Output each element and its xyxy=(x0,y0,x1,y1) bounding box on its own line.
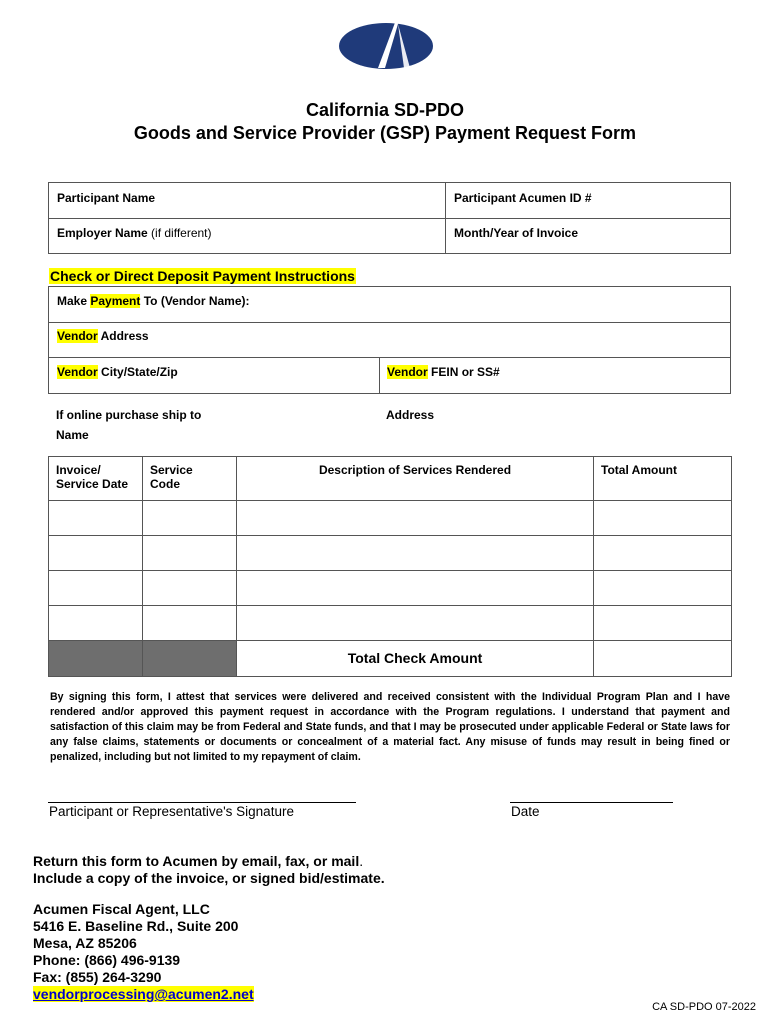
acumen-logo xyxy=(338,22,434,70)
ship-to-name-field[interactable] xyxy=(56,405,201,445)
fax-number: Fax: (855) 264-3290 xyxy=(33,969,162,985)
payment-section-heading: Check or Direct Deposit Payment Instructions xyxy=(50,268,355,284)
make-payment-post: To (Vendor Name): xyxy=(140,294,250,308)
total-check-amount-label: Total Check Amount xyxy=(237,641,594,677)
total-check-amount-cell[interactable] xyxy=(594,641,732,677)
col-invoice-header: Invoice/ Service Date xyxy=(49,457,143,501)
table-header-row xyxy=(49,457,732,501)
form-title-line1: California SD-PDO xyxy=(305,100,465,120)
invoice-date-cell[interactable] xyxy=(49,501,143,536)
attestation-text: By signing this form, I attest that services were delivered and received consistent with the Individual Program Plan and I have rendered and/or approved this payment request in accordance with the Program regulations. I understand that payment and satisfaction of this claim may be from Federal and State funds, and that I may be prosecuted under applicable Federal or State laws for any false claims, statements or documents or concealment of a material fact. Any misuse of funds may result in being fined or penalized, including but not limited to my repayment of claim. xyxy=(50,691,730,763)
col-code-header: Service Code xyxy=(143,457,237,501)
gray-cell xyxy=(49,641,143,677)
street-address: 5416 E. Baseline Rd., Suite 200 xyxy=(33,918,239,934)
ship-to-address-field[interactable] xyxy=(386,405,434,425)
invoice-date-cell[interactable] xyxy=(49,606,143,641)
signature-label: Participant or Representative's Signature xyxy=(49,804,294,819)
total-row xyxy=(49,641,732,677)
col-description-header: Description of Services Rendered xyxy=(237,457,594,501)
table-row xyxy=(49,501,732,536)
service-code-cell[interactable] xyxy=(143,501,237,536)
ship-to-name-line1: If online purchase ship to xyxy=(56,408,202,422)
col-total-header: Total Amount xyxy=(594,457,732,501)
service-code-cell[interactable] xyxy=(143,536,237,571)
include-invoice-note: Include a copy of the invoice, or signed bid/estimate. xyxy=(33,870,385,886)
description-cell[interactable] xyxy=(237,571,594,606)
employer-name-note: (if different) xyxy=(151,226,212,240)
employer-name-field[interactable] xyxy=(57,226,212,240)
amount-cell[interactable] xyxy=(594,536,732,571)
employer-name-label: Employer Name xyxy=(57,226,148,240)
amount-cell[interactable] xyxy=(594,501,732,536)
amount-cell[interactable] xyxy=(594,606,732,641)
return-instructions: Return this form to Acumen by email, fax, or mail. xyxy=(33,853,364,869)
month-year-invoice-label: Month/Year of Invoice xyxy=(454,226,579,240)
form-title-line2: Goods and Service Provider (GSP) Payment Request Form xyxy=(133,123,637,143)
vendor-city-field[interactable] xyxy=(57,365,178,379)
date-label: Date xyxy=(511,804,540,819)
vendor-fein-field[interactable] xyxy=(387,365,500,379)
participant-table xyxy=(48,182,731,254)
date-line[interactable] xyxy=(510,802,673,803)
amount-cell[interactable] xyxy=(594,571,732,606)
ship-to-address-label: Address xyxy=(386,408,435,422)
city-state-zip: Mesa, AZ 85206 xyxy=(33,935,137,951)
table-row xyxy=(49,606,732,641)
payment-table xyxy=(48,286,731,394)
vendor-address-field[interactable] xyxy=(57,329,149,343)
participant-acumen-id-field[interactable] xyxy=(454,191,592,205)
services-table xyxy=(48,456,732,677)
mailing-address xyxy=(33,901,254,1003)
vendor-name-field[interactable] xyxy=(57,294,250,308)
table-row xyxy=(49,536,732,571)
participant-acumen-id-label: Participant Acumen ID # xyxy=(454,191,592,205)
make-payment-highlight: Payment xyxy=(90,294,141,308)
service-code-cell[interactable] xyxy=(143,606,237,641)
vendor-word: Vendor xyxy=(387,365,428,379)
participant-name-label: Participant Name xyxy=(57,191,156,205)
form-code: CA SD-PDO 07-2022 xyxy=(652,1001,756,1013)
vendor-word: Vendor xyxy=(57,365,98,379)
vendor-city-label: City/State/Zip xyxy=(97,365,178,379)
email-link[interactable]: vendorprocessing@acumen2.net xyxy=(33,986,254,1002)
company-name: Acumen Fiscal Agent, LLC xyxy=(33,901,210,917)
phone-number: Phone: (866) 496-9139 xyxy=(33,952,181,968)
description-cell[interactable] xyxy=(237,501,594,536)
table-row xyxy=(49,571,732,606)
vendor-word: Vendor xyxy=(57,329,98,343)
signature-line[interactable] xyxy=(48,802,356,803)
description-cell[interactable] xyxy=(237,536,594,571)
ship-to-name-line2: Name xyxy=(56,428,89,442)
gray-cell xyxy=(143,641,237,677)
invoice-date-cell[interactable] xyxy=(49,571,143,606)
invoice-date-cell[interactable] xyxy=(49,536,143,571)
service-code-cell[interactable] xyxy=(143,571,237,606)
vendor-address-label: Address xyxy=(97,329,149,343)
description-cell[interactable] xyxy=(237,606,594,641)
month-year-invoice-field[interactable] xyxy=(454,226,578,240)
make-payment-pre: Make xyxy=(57,294,91,308)
participant-name-field[interactable] xyxy=(57,191,155,205)
vendor-fein-label: FEIN or SS# xyxy=(427,365,500,379)
